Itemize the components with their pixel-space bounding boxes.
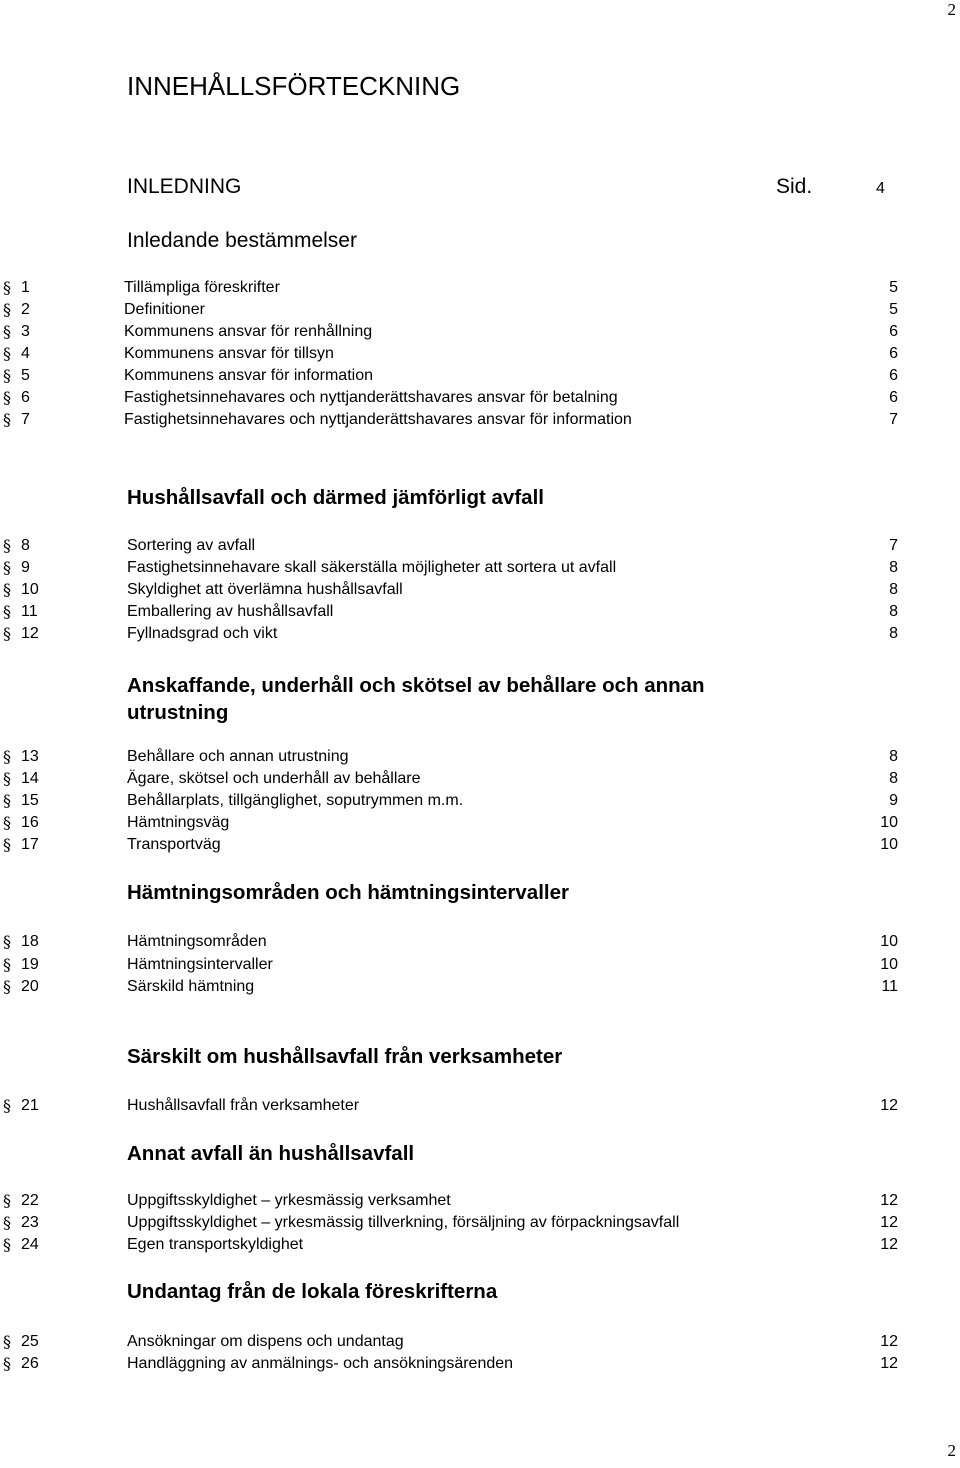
toc-entry[interactable] [0, 387, 960, 409]
section-heading-undantag: Undantag från de lokala föreskrifterna [127, 1280, 498, 1303]
entry-number: 10 [21, 581, 39, 598]
entry-page: 10 [880, 933, 898, 950]
section-symbol: § [3, 769, 11, 788]
entry-number: 7 [21, 411, 30, 428]
section-symbol: § [3, 791, 11, 810]
section-symbol: § [3, 300, 11, 319]
entry-number: 5 [21, 367, 30, 384]
toc-entry[interactable] [0, 954, 960, 976]
entry-text: Fastighetsinnehavare skall säkerställa möjligheter att sortera ut avfall [127, 559, 617, 576]
entry-text: Uppgiftsskyldighet – yrkesmässig tillverkning, försäljning av förpackningsavfall [127, 1214, 680, 1231]
entry-page: 5 [889, 301, 898, 318]
entry-page: 12 [880, 1236, 898, 1253]
entry-number: 25 [21, 1333, 39, 1350]
section-heading-hushallsavfall: Hushållsavfall och därmed jämförligt avfall [127, 486, 544, 509]
entry-number: 3 [21, 323, 30, 340]
section-symbol: § [3, 278, 11, 297]
section-heading-annat-avfall: Annat avfall än hushållsavfall [127, 1142, 415, 1165]
toc-entry[interactable] [0, 557, 960, 579]
entry-page: 12 [880, 1355, 898, 1372]
entry-text: Egen transportskyldighet [127, 1236, 304, 1253]
entry-page: 12 [880, 1097, 898, 1114]
entry-page: 10 [880, 814, 898, 831]
section-symbol: § [3, 344, 11, 363]
toc-entry[interactable] [0, 1331, 960, 1353]
entry-number: 1 [21, 279, 30, 296]
entry-page: 8 [889, 559, 898, 576]
entry-page: 9 [889, 792, 898, 809]
toc-entry[interactable] [0, 299, 960, 321]
section-heading-verksamheter: Särskilt om hushållsavfall från verksamheter [127, 1045, 563, 1068]
section-symbol: § [3, 536, 11, 555]
section-symbol: § [3, 1235, 11, 1254]
toc-entry[interactable] [0, 277, 960, 299]
section-symbol: § [3, 813, 11, 832]
toc-entry[interactable] [0, 579, 960, 601]
entry-text: Definitioner [124, 301, 205, 318]
toc-entry[interactable] [0, 976, 960, 998]
entry-text: Fastighetsinnehavares och nyttjanderättshavares ansvar för information [124, 411, 632, 428]
toc-entry[interactable] [0, 1095, 960, 1117]
entry-number: 18 [21, 933, 39, 950]
toc-entry[interactable] [0, 1353, 960, 1375]
entry-page: 12 [880, 1333, 898, 1350]
toc-entry[interactable] [0, 601, 960, 623]
entry-number: 23 [21, 1214, 39, 1231]
entry-number: 20 [21, 978, 39, 995]
section-symbol: § [3, 410, 11, 429]
toc-entry[interactable] [0, 1234, 960, 1256]
entry-text: Hämtningsväg [127, 814, 230, 831]
entry-text: Emballering av hushållsavfall [127, 603, 334, 620]
entry-number: 17 [21, 836, 39, 853]
section-heading-inledande: Inledande bestämmelser [127, 229, 357, 252]
toc-entry[interactable] [0, 746, 960, 768]
toc-entry[interactable] [0, 768, 960, 790]
entry-number: 9 [21, 559, 30, 576]
section-symbol: § [3, 1332, 11, 1351]
section-symbol: § [3, 366, 11, 385]
section-symbol: § [3, 1213, 11, 1232]
section-symbol: § [3, 747, 11, 766]
entry-text: Kommunens ansvar för information [124, 367, 373, 384]
entry-page: 12 [880, 1192, 898, 1209]
entry-number: 14 [21, 770, 39, 787]
intro-page-number: 4 [876, 180, 885, 197]
section-heading-line: utrustning [127, 701, 229, 724]
section-symbol: § [3, 624, 11, 643]
entry-text: Behållarplats, tillgänglighet, soputrymmen m.m. [127, 792, 464, 809]
entry-page: 6 [889, 323, 898, 340]
entry-text: Hushållsavfall från verksamheter [127, 1097, 360, 1114]
entry-text: Hämtningsområden [127, 933, 267, 950]
entry-number: 22 [21, 1192, 39, 1209]
toc-entry[interactable] [0, 535, 960, 557]
toc-entry[interactable] [0, 343, 960, 365]
section-symbol: § [3, 388, 11, 407]
page-number-bottom: 2 [947, 1441, 956, 1460]
entry-number: 12 [21, 625, 39, 642]
entry-number: 24 [21, 1236, 39, 1253]
entry-number: 13 [21, 748, 39, 765]
entry-number: 2 [21, 301, 30, 318]
page-number-top: 2 [947, 0, 956, 19]
entry-text: Transportväg [127, 836, 221, 853]
entry-text: Sortering av avfall [127, 537, 256, 554]
toc-entry[interactable] [0, 931, 960, 953]
section-symbol: § [3, 602, 11, 621]
section-symbol: § [3, 835, 11, 854]
entry-page: 8 [889, 625, 898, 642]
entry-page: 6 [889, 345, 898, 362]
entry-number: 19 [21, 956, 39, 973]
entry-page: 12 [880, 1214, 898, 1231]
intro-label: INLEDNING [127, 175, 242, 198]
toc-entry[interactable] [0, 321, 960, 343]
entry-page: 6 [889, 389, 898, 406]
section-symbol: § [3, 1096, 11, 1115]
entry-page: 8 [889, 581, 898, 598]
entry-text: Tillämpliga föreskrifter [124, 279, 280, 296]
toc-entry[interactable] [0, 790, 960, 812]
toc-entry[interactable] [0, 365, 960, 387]
entry-page: 8 [889, 748, 898, 765]
page-column-label: Sid. [776, 175, 813, 198]
entry-text: Skyldighet att överlämna hushållsavfall [127, 581, 403, 598]
entry-page: 5 [889, 279, 898, 296]
entry-page: 6 [889, 367, 898, 384]
toc-entry[interactable] [0, 834, 960, 856]
entry-number: 21 [21, 1097, 39, 1114]
document-title: INNEHÅLLSFÖRTECKNING [127, 71, 461, 101]
entry-number: 26 [21, 1355, 39, 1372]
entry-number: 4 [21, 345, 30, 362]
toc-entry[interactable] [0, 409, 960, 431]
entry-page: 7 [889, 411, 898, 428]
entry-text: Särskild hämtning [127, 978, 255, 995]
entry-text: Fyllnadsgrad och vikt [127, 625, 278, 642]
toc-entry[interactable] [0, 623, 960, 645]
entry-page: 10 [880, 836, 898, 853]
entry-text: Uppgiftsskyldighet – yrkesmässig verksamhet [127, 1192, 451, 1209]
entry-number: 6 [21, 389, 30, 406]
section-symbol: § [3, 1191, 11, 1210]
section-heading-hamtningsomraden: Hämtningsområden och hämtningsintervaller [127, 881, 569, 904]
entry-text: Kommunens ansvar för renhållning [124, 323, 373, 340]
section-symbol: § [3, 1354, 11, 1373]
section-heading-line: Anskaffande, underhåll och skötsel av behållare och annan [127, 674, 705, 697]
entry-page: 11 [881, 978, 898, 995]
entry-number: 11 [21, 603, 38, 620]
entry-page: 10 [880, 956, 898, 973]
entry-text: Ägare, skötsel och underhåll av behållare [127, 770, 421, 787]
entry-text: Hämtningsintervaller [127, 956, 273, 973]
entry-text: Kommunens ansvar för tillsyn [124, 345, 334, 362]
entry-number: 15 [21, 792, 39, 809]
section-symbol: § [3, 955, 11, 974]
entry-number: 8 [21, 537, 30, 554]
entry-page: 8 [889, 603, 898, 620]
entry-page: 7 [889, 537, 898, 554]
entry-text: Ansökningar om dispens och undantag [127, 1333, 404, 1350]
toc-entry[interactable] [0, 812, 960, 834]
section-symbol: § [3, 580, 11, 599]
section-symbol: § [3, 558, 11, 577]
entry-text: Fastighetsinnehavares och nyttjanderättshavares ansvar för betalning [124, 389, 618, 406]
section-symbol: § [3, 322, 11, 341]
entry-page: 8 [889, 770, 898, 787]
toc-entry[interactable] [0, 1212, 960, 1234]
entry-text: Behållare och annan utrustning [127, 748, 349, 765]
section-symbol: § [3, 932, 11, 951]
entry-number: 16 [21, 814, 39, 831]
toc-entry[interactable] [0, 1190, 960, 1212]
section-heading-anskaffande [127, 672, 705, 726]
section-symbol: § [3, 977, 11, 996]
entry-text: Handläggning av anmälnings- och ansökningsärenden [127, 1355, 514, 1372]
